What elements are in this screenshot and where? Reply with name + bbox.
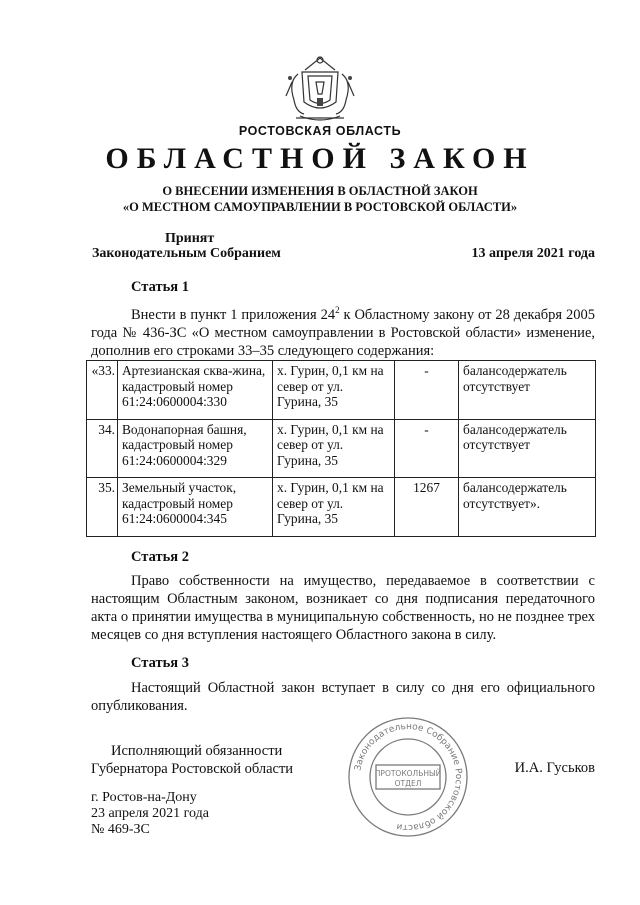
row-number: 35. [87, 478, 118, 537]
article-3-text [91, 679, 595, 715]
article-1-text-rest: 2005 года № 436-ЗС «О местном самоуправлении в Ростовской области» изменение, дополнив его строками 33–35 следующего содержания: [91, 306, 595, 359]
table-row [87, 478, 596, 537]
row-holder: балансодержатель отсутствует». [459, 478, 596, 537]
region-name: РОСТОВСКАЯ ОБЛАСТЬ [238, 124, 402, 138]
article-1-text [91, 301, 595, 360]
position-line-2: Губернатора Ростовской области [91, 761, 294, 777]
article-1-superscript: 2 [335, 305, 340, 315]
article-2-body: Право собственности на имущество, передаваемое в соответствии с настоящим Областным законом, возникает со дня подписания передаточного акта о принятии имущества в муниципальную собственность, но не позднее трех месяцев со дня вступления настоящего Областного закона в силу. [91, 573, 595, 643]
law-subtitle [0, 183, 640, 215]
row-area: - [395, 361, 459, 420]
article-2-text [91, 572, 595, 644]
table-row [87, 361, 596, 420]
seal-center-line-1: ПРОТОКОЛЬНЫЙ [374, 769, 442, 778]
adopted-label: Принят [165, 231, 215, 246]
signatory-name: И.А. Гуськов [514, 760, 595, 776]
adopted-by: Законодательным Собранием [92, 246, 281, 261]
row-number: 34. [87, 419, 118, 478]
row-location: х. Гурин, 0,1 км на север от ул. Гурина, 35 [273, 478, 395, 537]
row-object: Артезианская сква-жина, кадастровый номер 61:24:0600004:330 [118, 361, 273, 420]
signatory-position [91, 742, 293, 778]
table-row [87, 419, 596, 478]
row-number: «33. [87, 361, 118, 420]
row-object: Водонапорная башня, кадастровый номер 61:24:0600004:329 [118, 419, 273, 478]
coat-of-arms-emblem [260, 52, 380, 128]
article-1-text-line1-rest: к Областному закону от 28 декабря [339, 306, 563, 323]
seal-center-line-2: ОТДЕЛ [394, 779, 422, 788]
row-location: х. Гурин, 0,1 км на север от ул. Гурина, 35 [273, 361, 395, 420]
row-location: х. Гурин, 0,1 км на север от ул. Гурина, 35 [273, 419, 395, 478]
article-1-heading: Статья 1 [131, 279, 189, 295]
position-line-1: Исполняющий обязанности [111, 743, 283, 759]
article-3-heading: Статья 3 [131, 655, 189, 671]
subtitle-line-2: «О МЕСТНОМ САМОУПРАВЛЕНИИ В РОСТОВСКОЙ ОБЛАСТИ» [122, 200, 518, 214]
city: г. Ростов-на-Дону [91, 790, 197, 805]
official-seal [346, 715, 470, 839]
article-3-body: Настоящий Областной закон вступает в силу со дня его официального опубликования. [91, 680, 595, 714]
law-number: № 469-ЗС [91, 822, 150, 837]
row-holder: балансодержатель отсутствует [459, 361, 596, 420]
law-type-title: ОБЛАСТНОЙ ЗАКОН [105, 142, 535, 175]
amendment-table [86, 360, 596, 537]
row-holder: балансодержатель отсутствует [459, 419, 596, 478]
adoption-date: 13 апреля 2021 года [471, 246, 595, 261]
row-area: - [395, 419, 459, 478]
seal-ring-text: Законодательное Собрание Ростовской области [353, 721, 464, 833]
row-area: 1267 [395, 478, 459, 537]
subtitle-line-1: О ВНЕСЕНИИ ИЗМЕНЕНИЯ В ОБЛАСТНОЙ ЗАКОН [162, 184, 478, 198]
article-1-text-start: Внести в пункт 1 приложения 24 [131, 306, 336, 323]
article-2-heading: Статья 2 [131, 549, 189, 565]
sign-date: 23 апреля 2021 года [91, 806, 209, 821]
row-object: Земельный участок, кадастровый номер 61:24:0600004:345 [118, 478, 273, 537]
place-date-block [91, 790, 209, 838]
